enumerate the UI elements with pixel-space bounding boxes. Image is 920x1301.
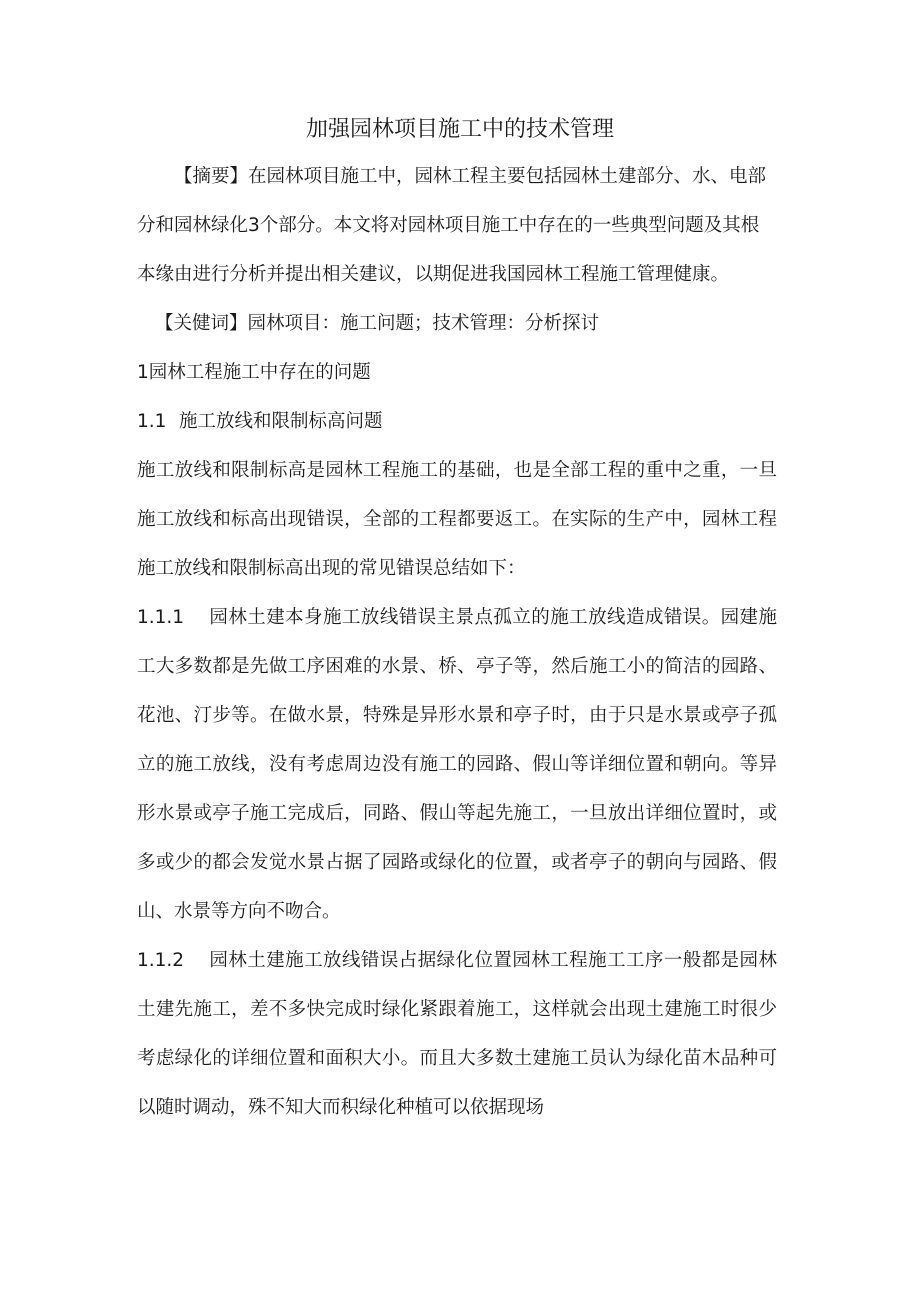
keywords-paragraph: 【关健词】园林项目：施工问题；技术管理：分析探讨 xyxy=(155,313,600,334)
section-number: 1.1 xyxy=(137,411,167,432)
body-paragraph: 施工放线和限制标高是园林工程施工的基础，也是全部工程的重中之重，一旦施工放线和标高出现错误，全部的工程都要返工。在实际的生产中，园林工程施工放线和限制标高出现的常见错误总结如下： xyxy=(137,460,777,579)
paragraph-text: 园林土建本身施工放线错误主景点孤立的施工放线造成错误。园建施工大多数都是先做工序困难的水景、桥、亭子等，然后施工小的简洁的园路、花池、汀步等。在做水景，特殊是异形水景和亭子时，由于只是水景或亭子孤立的施工放线，没有考虑周边没有施工的园路、假山等详细位置和朝向。等异形水景或亭子施工完成后，同路、假山等起先施工，一旦放出详细位置时，或多或少的都会发觉水景占据了园路或绿化的位置，或者亭子的朝向与园路、假山、水景等方向不吻合。 xyxy=(137,607,777,922)
section-heading-1: 1园林工程施工中存在的问题 xyxy=(137,362,371,383)
body-paragraph-1-1-1 xyxy=(137,593,777,936)
section-number: 1.1.2 xyxy=(137,950,185,971)
document-title: 加强园林项目施工中的技术管理 xyxy=(305,117,614,142)
section-title: 施工放线和限制标高问题 xyxy=(179,411,383,432)
section-heading-1-1 xyxy=(137,397,777,446)
section-number: 1.1.1 xyxy=(137,607,185,628)
document-body xyxy=(137,152,777,1132)
body-paragraph-1-1-2 xyxy=(137,936,777,1132)
abstract-paragraph: 【摘要】在园林项目施工中，园林工程主要包括园林土建部分、水、电部分和园林绿化3个部分。本文将对园林项目施工中存在的一些典型问题及其根本缘由进行分析并提出相关建议，以期促进我国园林工程施工管理健康。 xyxy=(137,166,767,285)
paragraph-text: 园林土建施工放线错误占据绿化位置园林工程施工工序一般都是园林土建先施工，差不多快完成时绿化紧跟着施工，这样就会出现土建施工时很少考虑绿化的详细位置和面积大小。而且大多数土建施工员认为绿化苗木品种可以随时调动，殊不知大而积绿化种植可以依据现场 xyxy=(137,950,777,1118)
